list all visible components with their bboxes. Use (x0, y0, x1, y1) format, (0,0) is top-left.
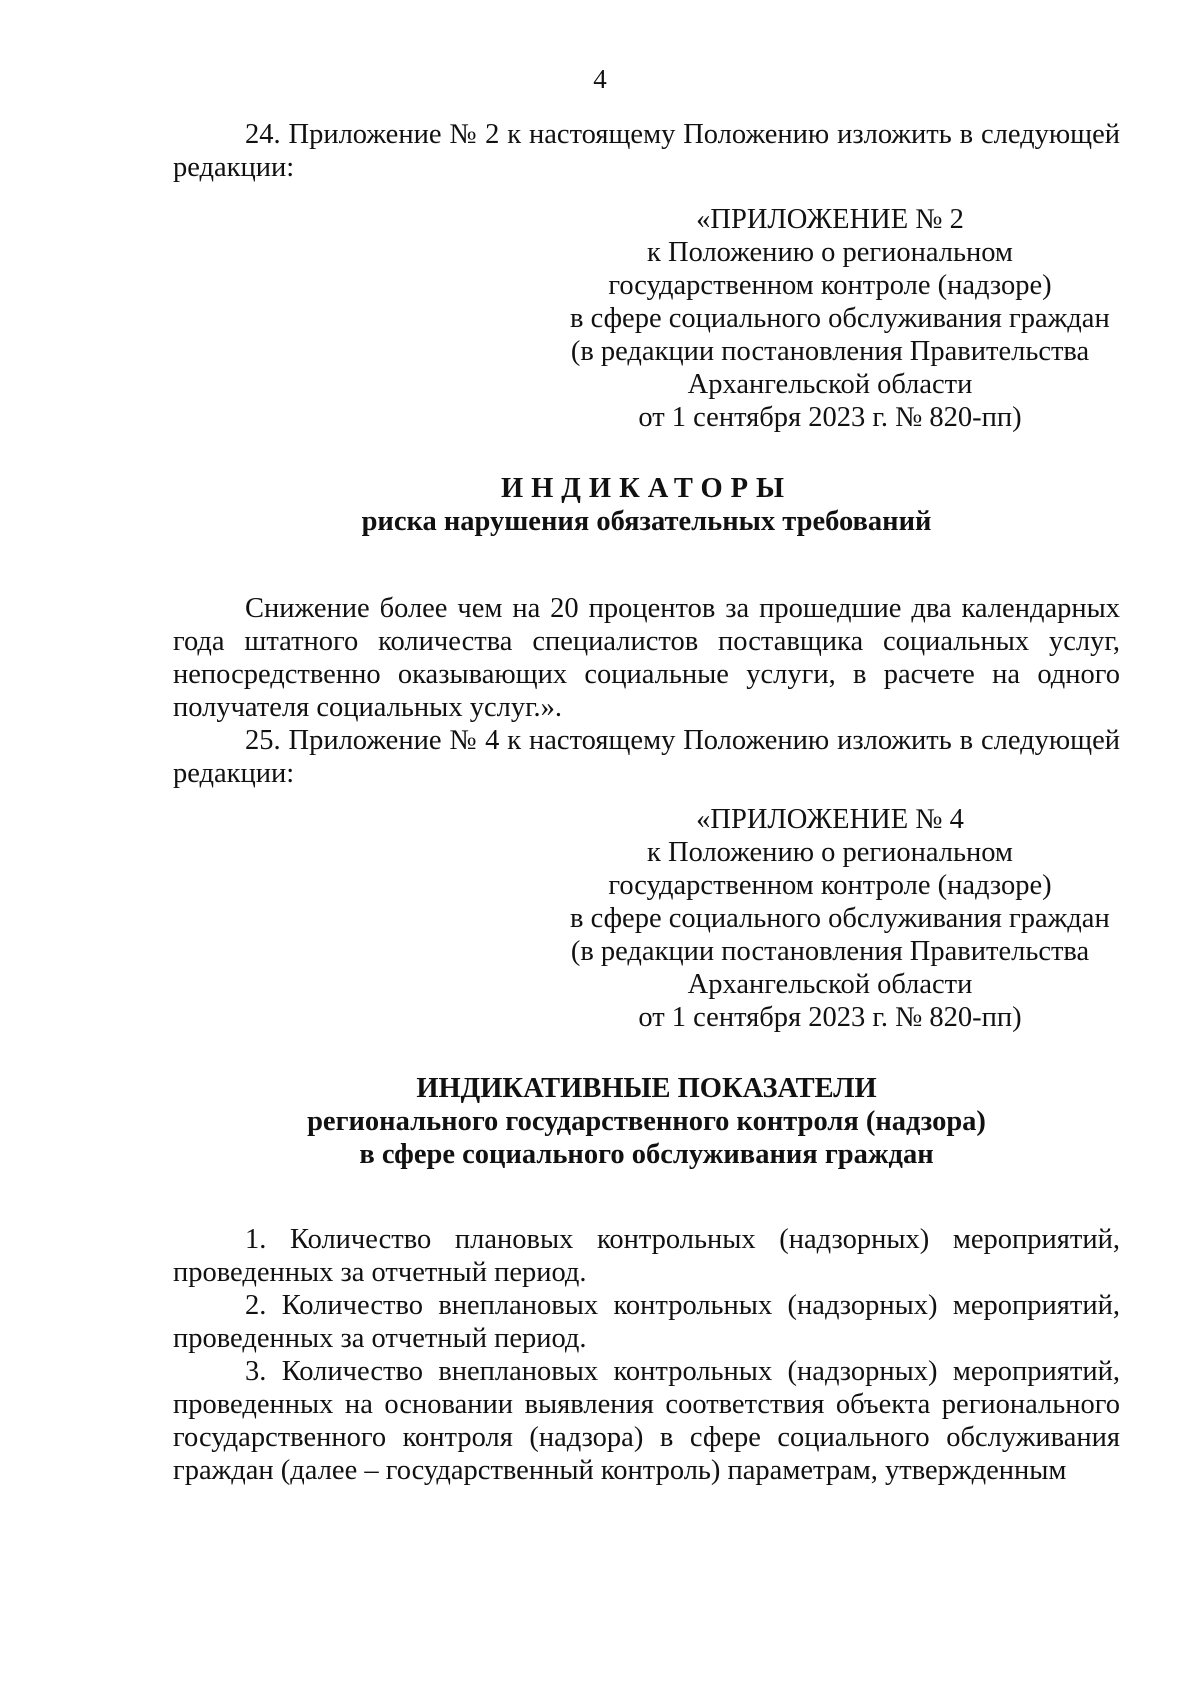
appendix-4-line: Архангельской области (687, 969, 973, 1000)
list-item: 1. Количество плановых контрольных (надзорных) мероприятий, проведенных за отчетный период. (173, 1224, 1120, 1288)
indicators-heading (173, 472, 1120, 538)
indicator-paragraph: Снижение более чем на 20 процентов за прошедшие два календарных года штатного количества специалистов поставщика социальных услуг, непосредственно оказывающих социальные услуги, в расчете на одного получателя социальных услуг.». (173, 593, 1120, 723)
indicative-heading (173, 1072, 1120, 1171)
appendix-2-header (570, 203, 1110, 434)
appendix-4-header (570, 803, 1110, 1034)
list-item: 3. Количество внеплановых контрольных (надзорных) мероприятий, проведенных на основании выявления соответствия объекта регионального государственного контроля (надзора) в сфере социального обслуживания граждан (далее – государственный контроль) параметрам, утвержденным (173, 1356, 1120, 1486)
indicative-subtitle-line: регионального государственного контроля (надзора) (307, 1106, 986, 1137)
appendix-2-line: к Положению о региональном (647, 237, 1013, 268)
indicative-title: ИНДИКАТИВНЫЕ ПОКАЗАТЕЛИ (416, 1073, 877, 1104)
indicators-subtitle: риска нарушения обязательных требований (361, 506, 932, 537)
appendix-2-line: Архангельской области (687, 369, 973, 400)
appendix-4-line: в сфере социального обслуживания граждан (570, 903, 1110, 934)
indicative-subtitle-line: в сфере социального обслуживания граждан (359, 1139, 934, 1170)
list-item: 2. Количество внеплановых контрольных (надзорных) мероприятий, проведенных за отчетный период. (173, 1290, 1120, 1354)
appendix-2-line: от 1 сентября 2023 г. № 820-пп) (638, 402, 1022, 433)
page-number: 4 (593, 64, 607, 94)
paragraph-24: 24. Приложение № 2 к настоящему Положению изложить в следующей редакции: (173, 119, 1120, 183)
indicative-items (173, 1223, 1120, 1487)
appendix-4-line: (в редакции постановления Правительства (570, 936, 1090, 967)
appendix-2-line: «ПРИЛОЖЕНИЕ № 2 (696, 204, 964, 235)
appendix-2-line: в сфере социального обслуживания граждан (570, 303, 1110, 334)
paragraph-24-block (173, 118, 1120, 184)
appendix-2-line: (в редакции постановления Правительства (570, 336, 1090, 367)
appendix-2-line: государственном контроле (надзоре) (608, 270, 1052, 301)
appendix-4-line: от 1 сентября 2023 г. № 820-пп) (638, 1002, 1022, 1033)
paragraph-25: 25. Приложение № 4 к настоящему Положению изложить в следующей редакции: (173, 725, 1120, 789)
appendix-4-line: к Положению о региональном (647, 837, 1013, 868)
indicator-block (173, 592, 1120, 790)
appendix-4-line: государственном контроле (надзоре) (608, 870, 1052, 901)
appendix-4-line: «ПРИЛОЖЕНИЕ № 4 (696, 804, 964, 835)
indicators-title: ИНДИКАТОРЫ (500, 473, 793, 504)
